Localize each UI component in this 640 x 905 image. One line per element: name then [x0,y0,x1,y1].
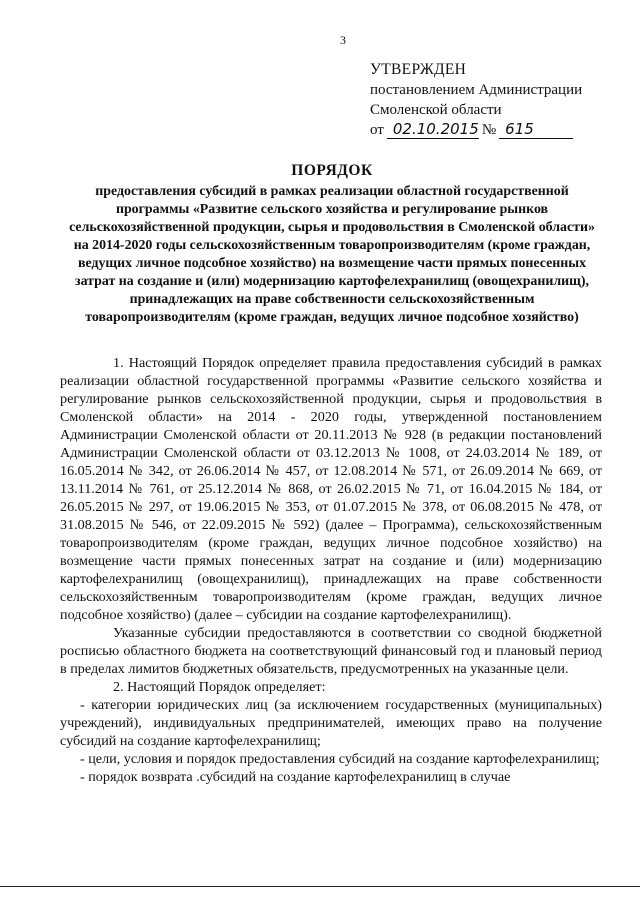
list-item-3: - порядок возврата .субсидий на создание картофелехранилищ в случае [80,769,511,785]
number-label: № [481,122,497,138]
title-main: ПОРЯДОК [291,162,373,179]
approved-heading: УТВЕРЖДЕН [370,61,467,78]
footer-divider [0,886,640,887]
approval-line-1: постановлением Администрации [370,82,583,98]
approval-stamp [370,60,620,140]
title-subtitle: предоставления субсидий в рамках реализации областной государственной программы «Развитие сельского хозяйства и регулирование рынков сельскохозяйственной продукции, сырья и продовольствия в Смоленской области» на 2014-2020 годы сельскохозяйственным товаропроизводителям (кроме граждан, ведущих личное подсобное хозяйство) на возмещение части прямых понесенных затрат на создание и (или) модернизацию картофелехранилищ (овощехранилищ), принадлежащих на праве собственности сельскохозяйственным товаропроизводителям (кроме граждан, ведущих личное подсобное хозяйство) [69,184,595,325]
approval-date-line [370,120,620,140]
handwritten-date: 02.10.2015 [387,121,479,139]
document-body [60,354,602,786]
page-number: 3 [340,33,346,47]
handwritten-number: 615 [499,121,573,139]
list-item-2: - цели, условия и порядок предоставления субсидий на создание картофелехранилищ; [80,751,600,767]
paragraph-1: 1. Настоящий Порядок определяет правила предоставления субсидий в рамках реализации областной государственной программы «Развитие сельского хозяйства и регулирование рынков сельскохозяйственной продукции, сырья и продовольствия в Смоленской области» на 2014 - 2020 годы, утвержденной постановлением Администрации Смоленской области от 20.11.2013 № 928 (в редакции постановлений Администрации Смоленской области от 03.12.2013 № 1008, от 24.03.2014 № 189, от 16.05.2014 № 342, от 26.06.2014 № 457, от 12.08.2014 № 571, от 26.09.2014 № 669, от 13.11.2014 № 761, от 25.12.2014 № 868, от 26.02.2015 № 71, от 16.04.2015 № 184, от 26.05.2015 № 297, от 19.06.2015 № 353, от 01.07.2015 № 378, от 06.08.2015 № 478, от 31.08.2015 № 546, от 22.09.2015 № 592) (далее – Программа), сельскохозяйственным товаропроизводителям (кроме граждан, ведущих личное подсобное хозяйство) на возмещение части прямых понесенных затрат на создание и (или) модернизацию картофелехранилищ (овощехранилищ), принадлежащих на праве собственности сельскохозяйственным товаропроизводителям (кроме граждан, ведущих личное подсобное хозяйство) (далее – субсидии на создание картофелехранилищ). [60,355,602,623]
list-item-1: - категории юридических лиц (за исключением государственных (муниципальных) учреждений), индивидуальных предпринимателей, имеющих право на получение субсидий на создание картофелехранилищ; [60,697,602,749]
paragraph-2: Указанные субсидии предоставляются в соответствии со сводной бюджетной росписью областного бюджета на соответствующий финансовый год и плановый период в пределах лимитов бюджетных обязательств, предусмотренных на указанные цели. [60,625,602,677]
approval-line-2: Смоленской области [370,102,502,118]
document-title [64,162,600,327]
from-label: от [370,122,384,138]
paragraph-3: 2. Настоящий Порядок определяет: [113,679,326,695]
